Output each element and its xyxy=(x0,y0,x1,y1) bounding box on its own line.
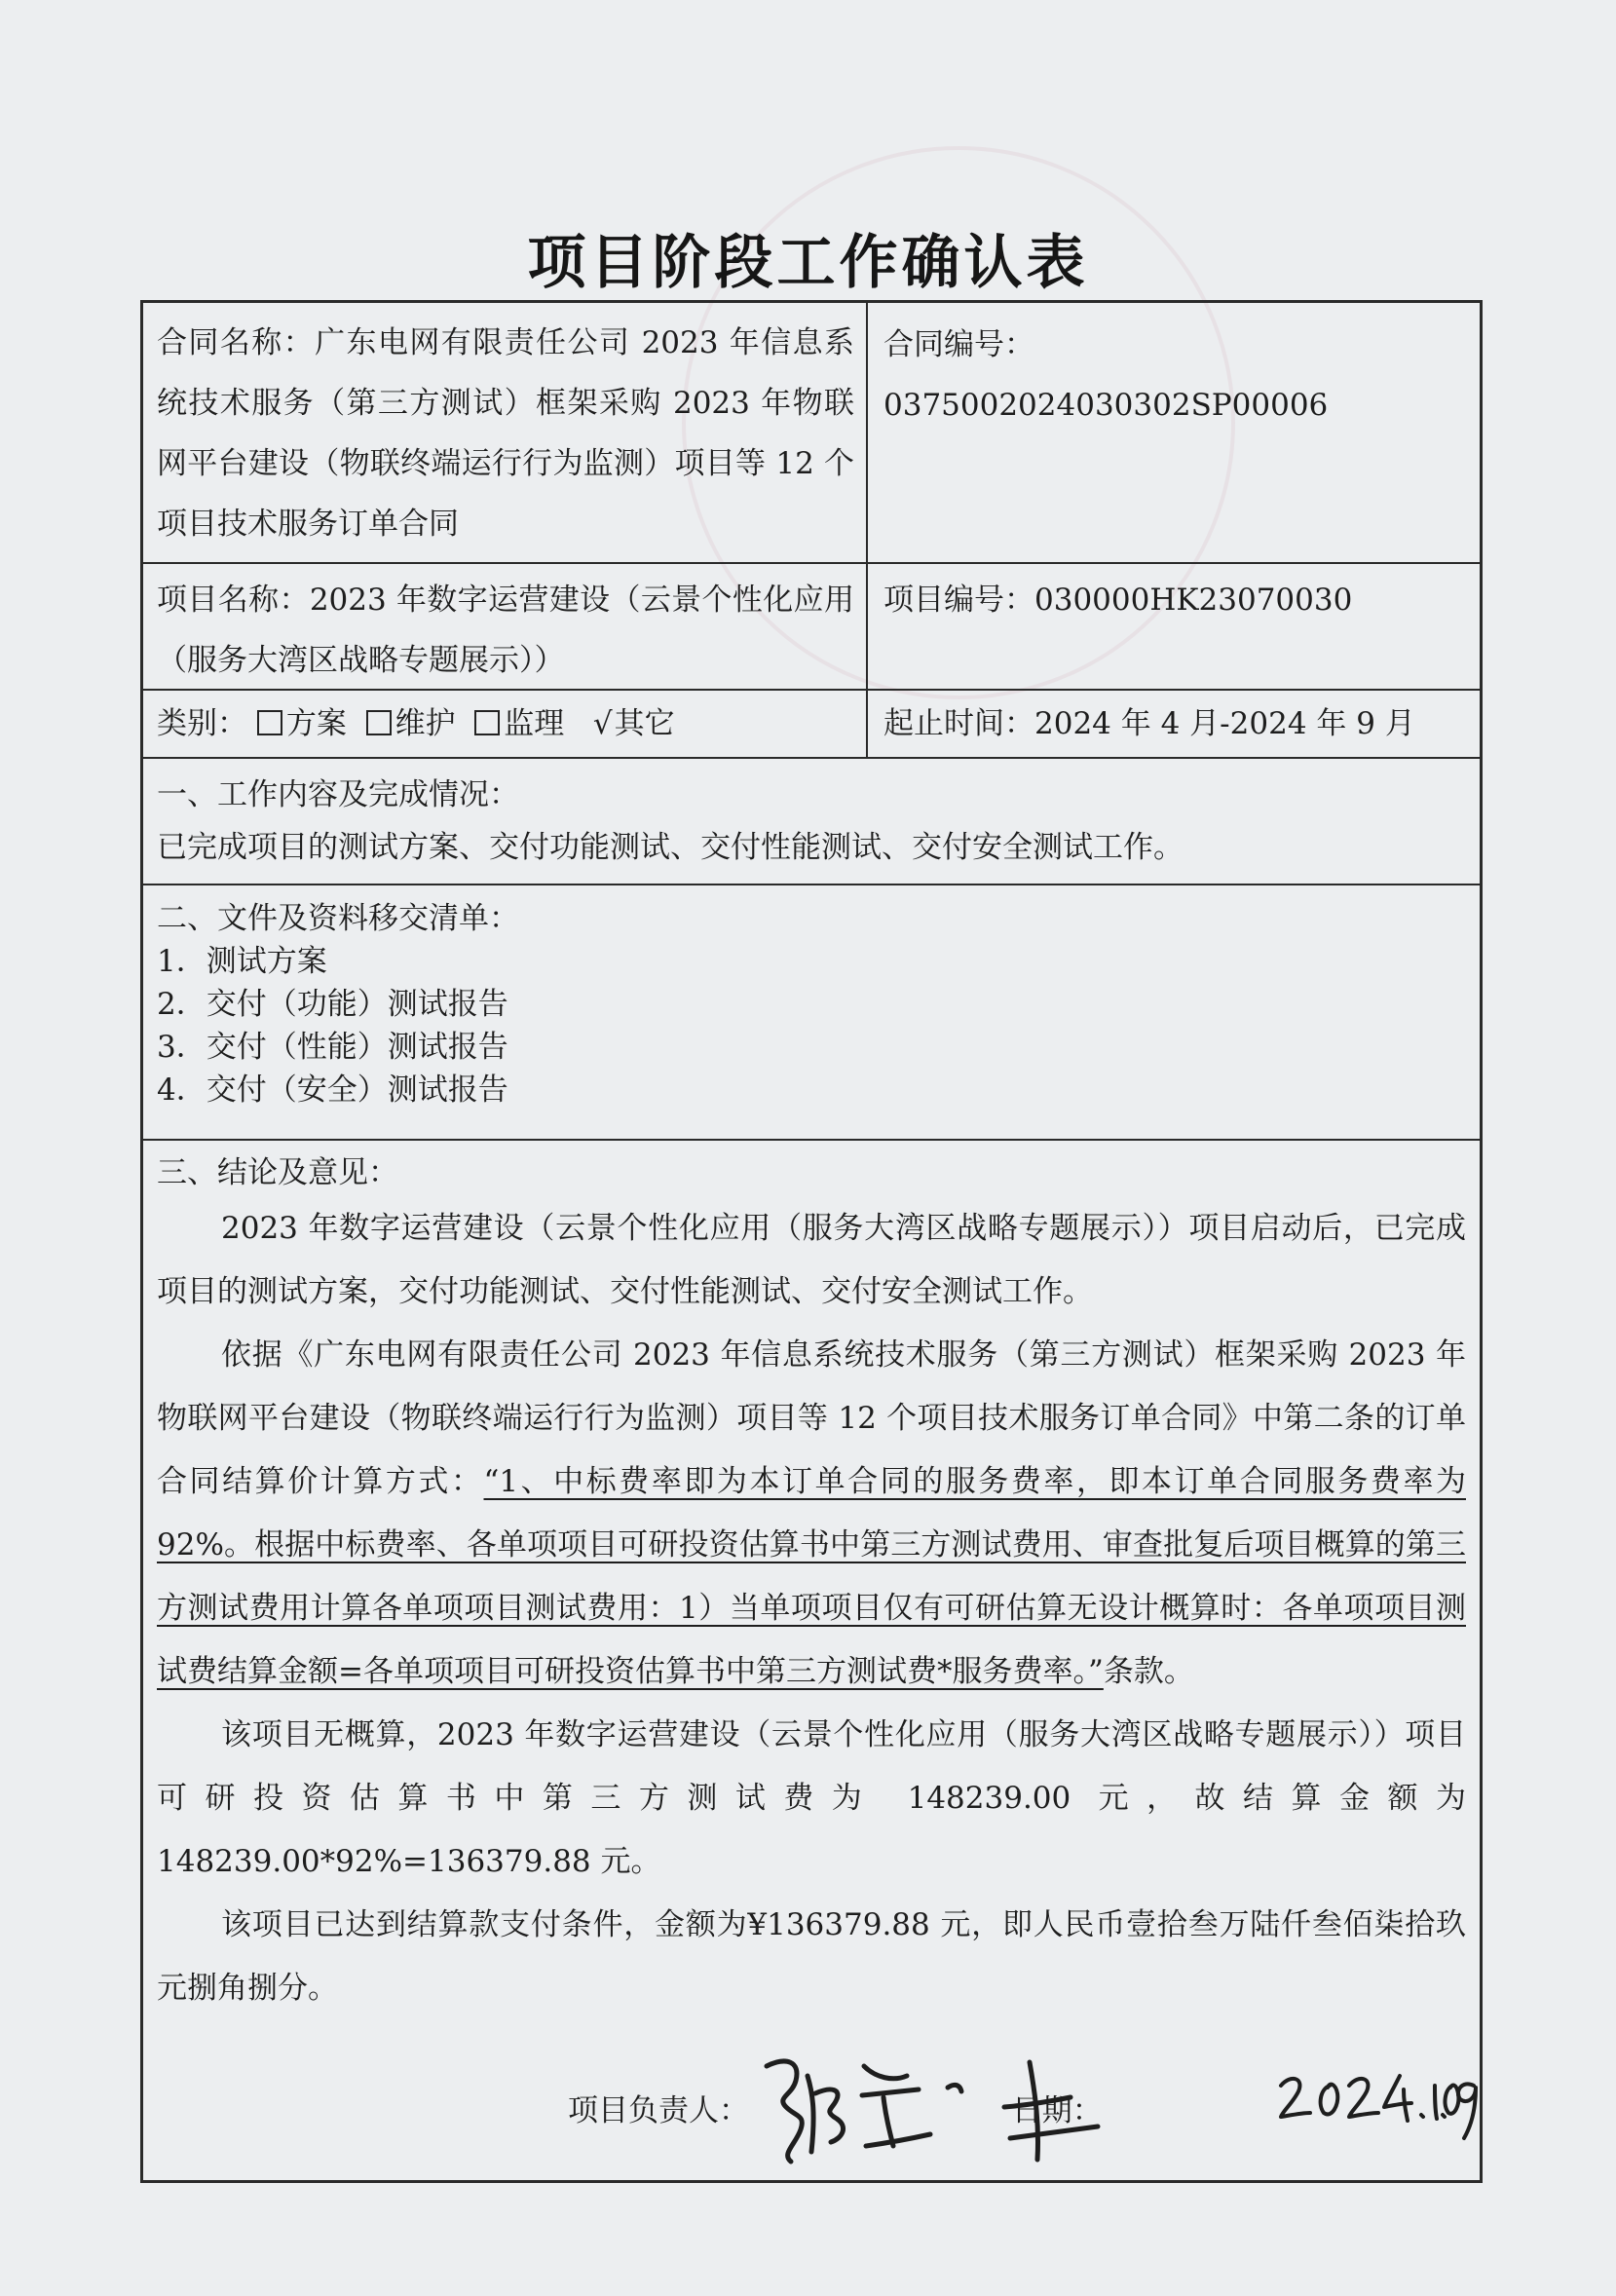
section1-content: 已完成项目的测试方案、交付功能测试、交付性能测试、交付安全测试工作。 xyxy=(157,830,1184,865)
list-item: 4．交付（安全）测试报告 xyxy=(157,1073,508,1108)
column-divider xyxy=(866,303,868,757)
row-divider xyxy=(143,562,1480,564)
project-number-cell xyxy=(883,570,1468,630)
project-name-value: 2023 年数字运营建设（云景个性化应用（服务大湾区战略专题展示）） xyxy=(157,583,854,678)
manager-signature-handwriting xyxy=(747,2037,1156,2173)
date-handwriting-tail xyxy=(1439,2056,1487,2144)
check-mark-icon: √ xyxy=(592,706,613,741)
project-number-value: 030000HK23070030 xyxy=(1034,583,1353,618)
manager-label: 项目负责人： xyxy=(568,2093,749,2128)
project-name-cell xyxy=(157,570,854,691)
paragraph-2-ending: 条款。 xyxy=(1103,1654,1194,1689)
checkbox-unchecked-icon xyxy=(474,710,500,735)
category-option-other: √其它 xyxy=(593,706,675,741)
period-cell xyxy=(883,698,1468,749)
conclusion-paragraph-2 xyxy=(157,1324,1466,1704)
section3-heading: 三、结论及意见： xyxy=(157,1155,398,1190)
list-item: 2．交付（功能）测试报告 xyxy=(157,987,508,1022)
contract-name-value: 广东电网有限责任公司 2023 年信息系统技术服务（第三方测试）框架采购 2023 年物联网平台建设（物联终端运行行为监测）项目等 12 个项目技术服务订单合同 xyxy=(157,325,855,542)
period-label: 起止时间： xyxy=(883,706,1034,741)
contract-number-label: 合同编号： xyxy=(883,327,1034,362)
conclusion-paragraph-3: 该项目无概算，2023 年数字运营建设（云景个性化应用（服务大湾区战略专题展示））项目可研投资估算书中第三方测试费为 148239.00 元，故结算金额为 148239.00*92%=136379.88 元。 xyxy=(157,1717,1466,1879)
section-file-list xyxy=(157,897,1462,1111)
category-cell xyxy=(157,698,854,749)
section-conclusion xyxy=(157,1148,1466,2020)
row-divider xyxy=(143,1139,1480,1141)
category-label: 类别： xyxy=(157,706,247,741)
row-divider xyxy=(143,757,1480,759)
checkbox-unchecked-icon xyxy=(366,710,392,735)
period-value: 2024 年 4 月-2024 年 9 月 xyxy=(1034,706,1415,741)
category-option-supervision: 监理 xyxy=(474,706,564,741)
page-title: 项目阶段工作确认表 xyxy=(527,229,1089,297)
settlement-clause-quote: “1、中标费率即为本订单合同的服务费率，即本订单合同服务费率为 92%。根据中标费率、各单项项目可研投资估算书中第三方测试费用、审查批复后项目概算的第三方测试费用计算各单项项目测试费用：1）当单项项目仅有可研估算无设计概算时：各单项项目测试费结算金额=各单项项目可研投资估算书中第三方测试费*服务费率。” xyxy=(157,1464,1466,1689)
section1-heading: 一、工作内容及完成情况： xyxy=(157,777,519,812)
project-name-label: 项目名称： xyxy=(157,583,310,618)
paragraph-2-intro: 依据《广东电网有限责任公司 2023 年信息系统技术服务（第三方测试）框架采购 2023 年物联网平台建设（物联终端运行行为监测）项目等 12 个项目技术服务订单合同》中第二条的订单合同结算价计算方式： xyxy=(157,1337,1466,1499)
row-divider xyxy=(143,884,1480,885)
list-item: 1．测试方案 xyxy=(157,944,327,979)
section-work-content xyxy=(157,769,1462,874)
conclusion-paragraph-1: 2023 年数字运营建设（云景个性化应用（服务大湾区战略专题展示））项目启动后，已完成项目的测试方案，交付功能测试、交付性能测试、交付安全测试工作。 xyxy=(157,1211,1466,1309)
list-item: 3．交付（性能）测试报告 xyxy=(157,1030,508,1065)
conclusion-paragraph-4: 该项目已达到结算款支付条件，金额为¥136379.88 元，即人民币壹拾叁万陆仟叁佰柒拾玖元捌角捌分。 xyxy=(157,1907,1466,2006)
date-label: 日期： xyxy=(1011,2093,1103,2128)
contract-number-value: 0375002024030302SP00006 xyxy=(883,388,1329,423)
confirmation-table xyxy=(140,300,1483,2183)
project-number-label: 项目编号： xyxy=(883,583,1034,618)
contract-number-cell xyxy=(883,315,1468,435)
checkbox-unchecked-icon xyxy=(257,710,282,735)
category-option-plan: 方案 xyxy=(257,706,347,741)
section2-heading: 二、文件及资料移交清单： xyxy=(157,901,519,936)
contract-name-cell xyxy=(157,313,854,554)
contract-name-label: 合同名称： xyxy=(157,325,316,360)
category-option-maintenance: 维护 xyxy=(366,706,456,741)
